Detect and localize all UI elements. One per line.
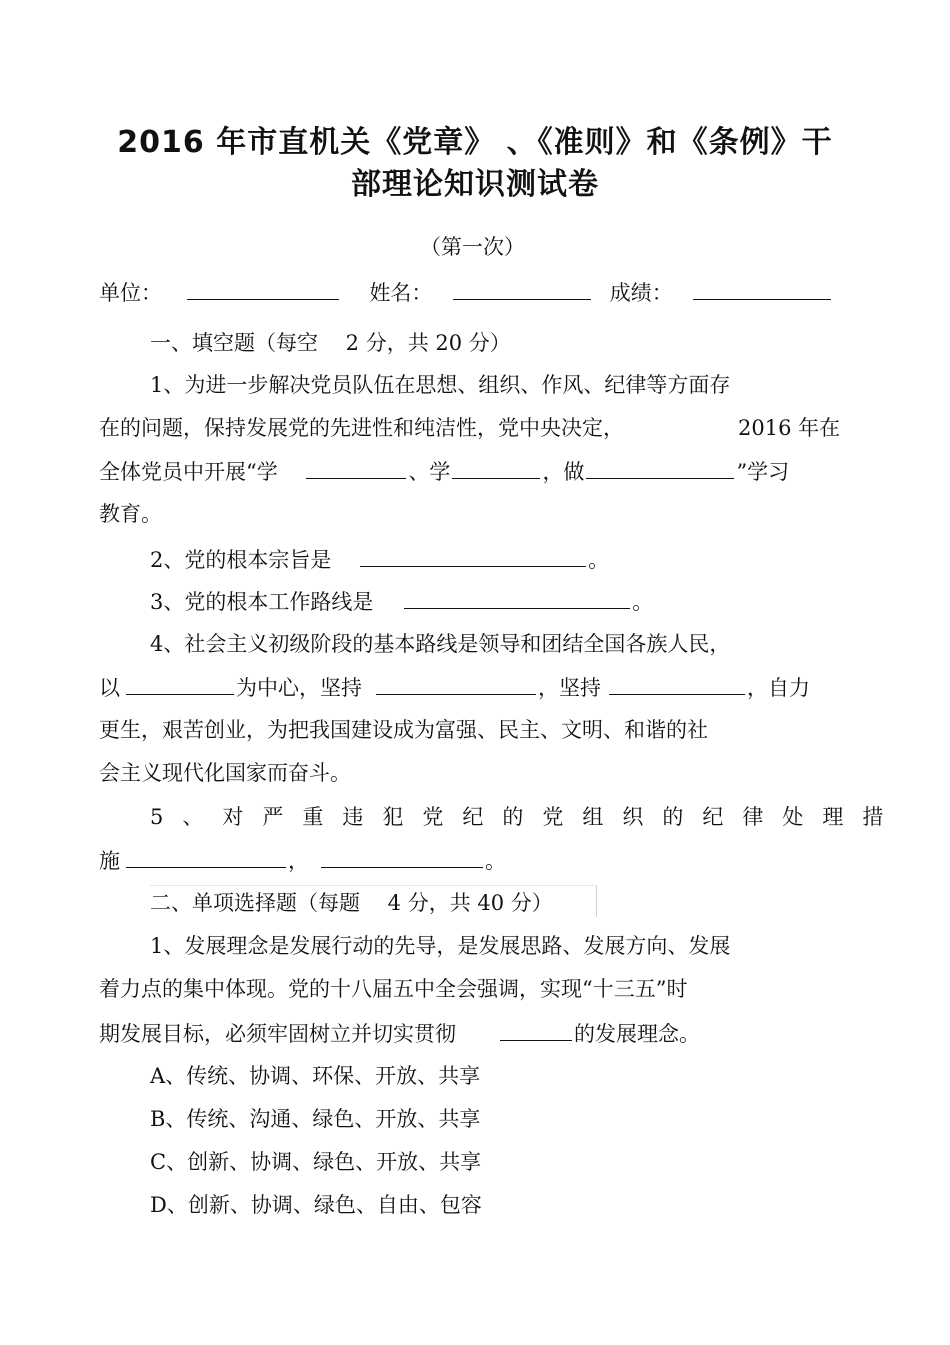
q4-line4: 会主义现代化国家而奋斗。 <box>99 761 351 785</box>
q1-blank2[interactable] <box>452 456 540 479</box>
q1-line3d: ”学习 <box>736 460 790 484</box>
unit-blank[interactable] <box>187 277 339 300</box>
q3-blank[interactable] <box>404 586 630 609</box>
score-blank[interactable] <box>693 277 831 300</box>
header-row <box>99 277 833 308</box>
score-label: 成绩： <box>609 281 673 305</box>
heading-frame-right <box>596 885 597 917</box>
q5-line2 <box>99 845 506 876</box>
name-label: 姓名： <box>369 281 433 305</box>
q1-line3 <box>99 456 789 487</box>
q1-blank1[interactable] <box>306 456 406 479</box>
q1-line2b: 2016 年在 <box>738 416 841 440</box>
s2q1-line3 <box>99 1018 700 1049</box>
q1-blank3[interactable] <box>586 456 734 479</box>
q1-line3c: ，做 <box>542 460 585 484</box>
q5-line1: 5、对严重违犯党纪的党组织的纪律处理措 <box>150 805 903 829</box>
q1-line1: 1、为进一步解决党员队伍在思想、组织、作风、纪律等方面存 <box>150 373 731 397</box>
q5-line2b: ， <box>288 849 309 873</box>
q3-line <box>150 586 653 617</box>
q4-blank2[interactable] <box>376 672 536 695</box>
option-a[interactable]: A、传统、协调、环保、开放、共享 <box>150 1064 481 1088</box>
q5-line2a: 施 <box>99 849 120 873</box>
q3-text: 3、党的根本工作路线是 <box>150 590 374 614</box>
section2-heading: 二、单项选择题（每题 4 分，共 40 分） <box>150 891 553 915</box>
page-title-line2: 部理论知识测试卷 <box>351 167 599 202</box>
q1-line4: 教育。 <box>99 502 162 526</box>
q1-line3b: 、学 <box>408 460 451 484</box>
s2q1-line3b: 的发展理念。 <box>574 1022 700 1046</box>
q2-end: 。 <box>588 548 610 572</box>
q2-text: 2、党的根本宗旨是 <box>150 548 332 572</box>
s2q1-blank[interactable] <box>500 1018 572 1041</box>
s2q1-line3a: 期发展目标，必须牢固树立并切实贯彻 <box>99 1022 456 1046</box>
unit-label: 单位： <box>99 281 162 305</box>
q2-blank[interactable] <box>360 544 586 567</box>
q4-blank3[interactable] <box>609 672 745 695</box>
q1-line2a: 在的问题，保持发展党的先进性和纯洁性，党中央决定， <box>99 416 624 440</box>
q4-blank1[interactable] <box>126 672 234 695</box>
q5-blank2[interactable] <box>321 845 483 868</box>
session-label: （第一次） <box>420 235 525 259</box>
q2-line <box>150 544 609 575</box>
section1-heading: 一、填空题（每空 2 分，共 20 分） <box>150 331 511 355</box>
q4-line2b: 为中心，坚持 <box>236 676 362 700</box>
q4-line3: 更生，艰苦创业，为把我国建设成为富强、民主、文明、和谐的社 <box>99 718 708 742</box>
s2q1-line2: 着力点的集中体现。党的十八届五中全会强调，实现“十三五”时 <box>99 977 688 1001</box>
name-blank[interactable] <box>453 277 591 300</box>
heading-frame-top <box>150 885 596 886</box>
q4-line2c: ，坚持 <box>538 676 601 700</box>
option-c[interactable]: C、创新、协调、绿色、开放、共享 <box>150 1150 482 1174</box>
q3-end: 。 <box>632 590 654 614</box>
q5-line2c: 。 <box>485 849 506 873</box>
page-title: 2016 年市直机关《党章》 、《准则》和《条例》干 <box>117 125 833 160</box>
option-b[interactable]: B、传统、沟通、绿色、开放、共享 <box>150 1107 481 1131</box>
q4-line1: 4、社会主义初级阶段的基本路线是领导和团结全国各族人民， <box>150 632 731 656</box>
option-d[interactable]: D、创新、协调、绿色、自由、包容 <box>150 1193 482 1217</box>
q5-blank1[interactable] <box>126 845 286 868</box>
q1-line3a: 全体党员中开展“学 <box>99 460 278 484</box>
q4-line2d: ，自力 <box>747 676 810 700</box>
q4-line2 <box>99 672 810 703</box>
q4-line2a: 以 <box>99 676 120 700</box>
s2q1-line1: 1、发展理念是发展行动的先导，是发展思路、发展方向、发展 <box>150 934 731 958</box>
